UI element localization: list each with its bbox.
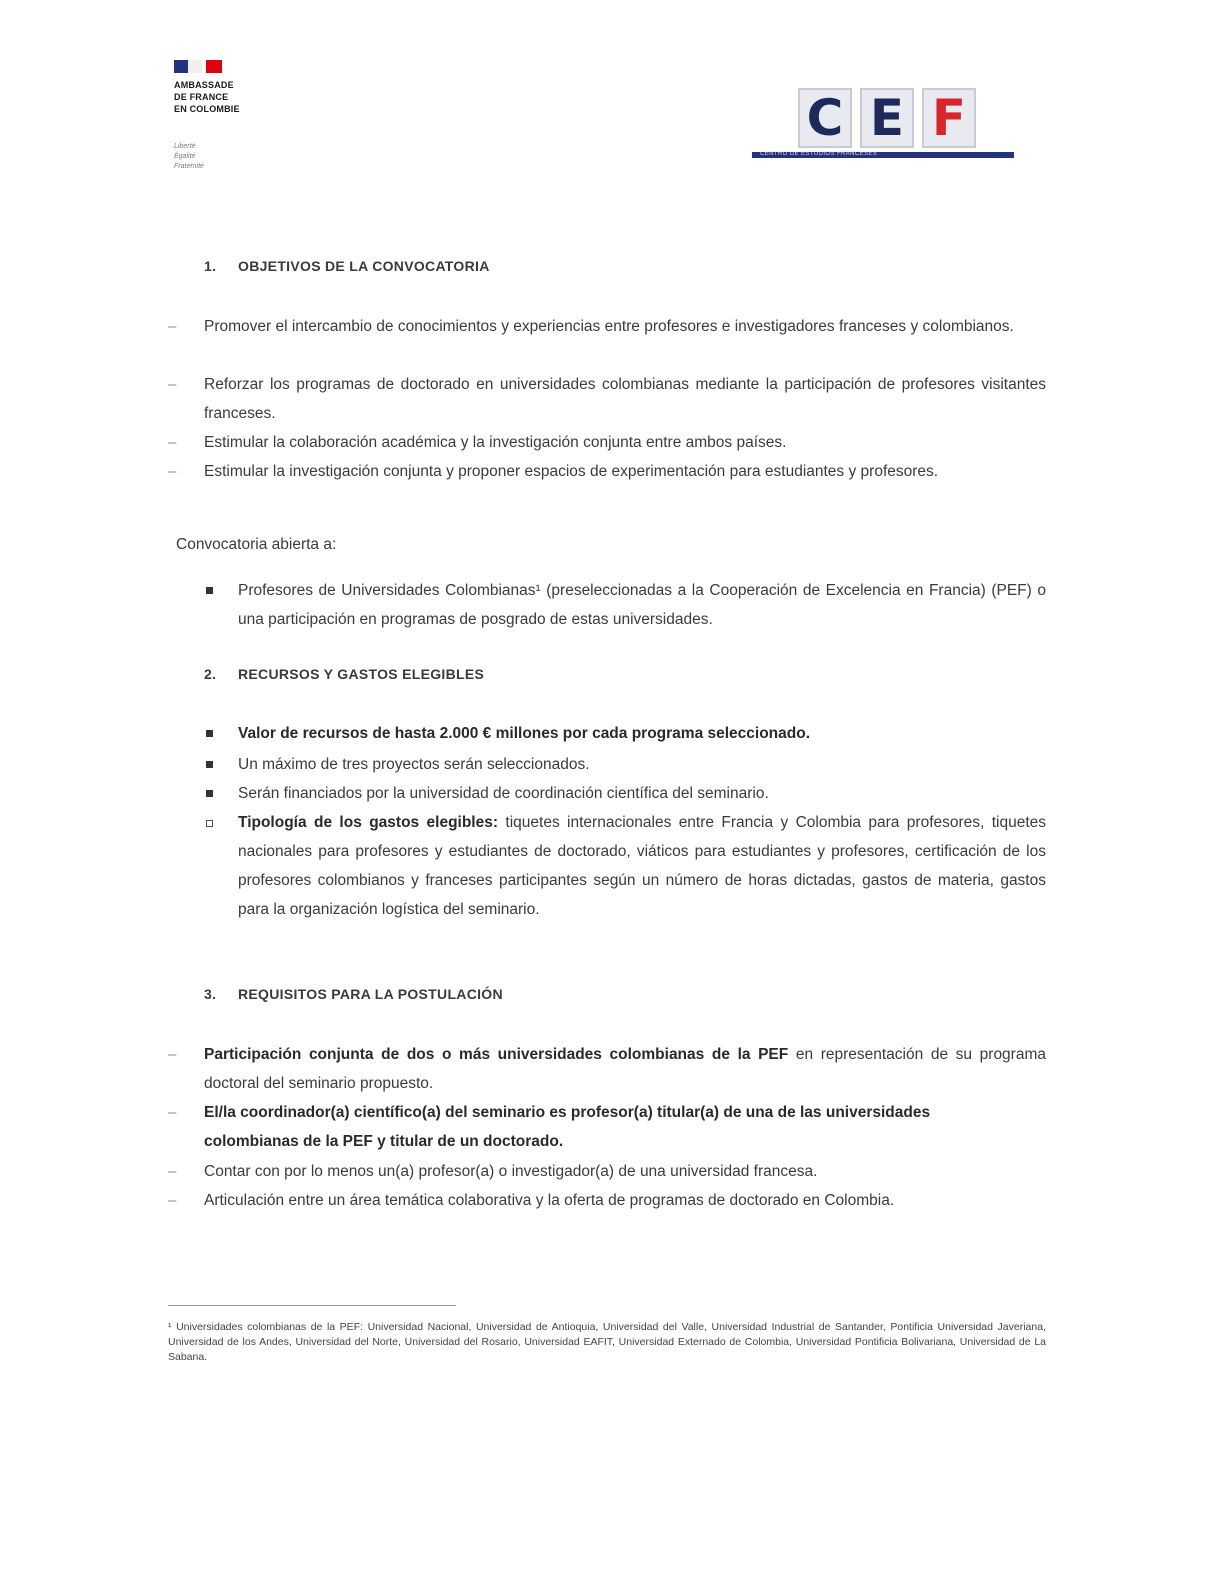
section-number: 1. xyxy=(204,258,217,274)
requirement-item-bold: El/la coordinador(a) científico(a) del seminario es profesor(a) titular(a) de una de las universidades colombianas de la PEF y titular de un doctorado. xyxy=(204,1104,931,1150)
section-heading-requirements xyxy=(204,986,503,1002)
objective-item: Estimular la colaboración académica y la investigación conjunta entre ambos países. xyxy=(204,434,787,451)
objective-item: Promover el intercambio de conocimientos y experiencias entre profesores e investigadores franceses y colombianos. xyxy=(204,318,1014,335)
bullet-marker-ring xyxy=(206,820,213,827)
section-heading-objectives xyxy=(204,258,490,274)
section-title: REQUISITOS PARA LA POSTULACIÓN xyxy=(238,986,503,1002)
resource-item xyxy=(238,750,1046,779)
cef-logo-letter-e: E xyxy=(860,88,914,148)
resource-item-bold: Tipología de los gastos elegibles: xyxy=(238,814,499,831)
requirement-item-text: Contar con por lo menos un(a) profesor(a) o investigador(a) de una universidad francesa. xyxy=(204,1163,818,1180)
footnote: ¹ Universidades colombianas de la PEF: Universidad Nacional, Universidad de Antioquia, Universidad del Valle, Universidad Industrial de Santander, Pontificia Universidad Javeriana, Universidad de los Andes, Universidad del Norte, Universidad del Rosario, Universidad EAFIT, Universidad Externado de Colombia, Universidad Pontificia Bolivariana, Universidad de La Sabana. xyxy=(168,1321,1046,1363)
resource-item xyxy=(238,779,1046,808)
bullet-marker xyxy=(206,730,213,737)
dash-marker: – xyxy=(168,318,177,335)
dash-marker: – xyxy=(168,1046,177,1063)
requirement-item-text: en representación de su programa doctoral del seminario propuesto. xyxy=(204,1046,1046,1092)
flag-red-stripe xyxy=(206,60,222,73)
resource-item xyxy=(238,719,1046,748)
gov-motto-3: Fraternité xyxy=(174,163,204,170)
audience-item: Profesores de Universidades Colombianas¹ (preseleccionadas a la Cooperación de Excelencia en Francia) (PEF) o una participación en programas de posgrado de estas universidades. xyxy=(238,582,1046,628)
objective-item: Estimular la investigación conjunta y proponer espacios de experimentación para estudiantes y profesores. xyxy=(204,463,939,480)
dash-marker: – xyxy=(168,1192,177,1209)
gov-motto-1: Liberté xyxy=(174,143,196,150)
gov-name-line-1: AMBASSADE xyxy=(174,80,234,90)
bullet-marker xyxy=(206,790,213,797)
resource-item-text: tiquetes internacionales entre Francia y Colombia para profesores, tiquetes nacionales para profesores y estudiantes de doctorado, viáticos para estudiantes y profesores, certificación de los profesores colombianos y franceses participantes según un número de horas dictadas, gastos de materia, gastos para la organización logística del seminario. xyxy=(238,814,1046,918)
requirement-item-text: Articulación entre un área temática colaborativa y la oferta de programas de doctorado en Colombia. xyxy=(204,1192,895,1209)
footnote-divider xyxy=(168,1305,456,1306)
cef-logo-letter-c: C xyxy=(798,88,852,148)
resource-item-bold: Valor de recursos de hasta 2.000 € millones por cada programa seleccionado. xyxy=(238,725,811,742)
section-number: 3. xyxy=(204,986,217,1002)
requirement-item xyxy=(204,1157,1046,1186)
resource-item-text: Serán financiados por la universidad de coordinación científica del seminario. xyxy=(238,785,769,802)
dash-marker: – xyxy=(168,1104,177,1121)
section-title: RECURSOS Y GASTOS ELEGIBLES xyxy=(238,666,485,682)
section-heading-resources xyxy=(204,666,484,682)
resource-item xyxy=(238,808,1046,924)
requirement-item-bold: Participación conjunta de dos o más universidades colombianas de la PEF xyxy=(204,1046,789,1063)
gov-name-line-2: DE FRANCE xyxy=(174,92,229,102)
cef-logo-tagline: CENTRO DE ESTUDIOS FRANCESES xyxy=(760,151,878,157)
dash-marker: – xyxy=(168,434,177,451)
flag-blue-stripe xyxy=(174,60,188,73)
requirement-item xyxy=(204,1098,944,1156)
gov-motto-2: Égalité xyxy=(174,153,196,160)
dash-marker: – xyxy=(168,1163,177,1180)
cef-logo-letter-f: F xyxy=(922,88,976,148)
objective-item: Reforzar los programas de doctorado en universidades colombianas mediante la participación de profesores visitantes franceses. xyxy=(204,376,1046,422)
section-number: 2. xyxy=(204,666,217,682)
cef-logo xyxy=(752,86,1016,168)
flag-white-stripe xyxy=(188,60,202,73)
gov-name-line-3: EN COLOMBIE xyxy=(174,104,240,114)
section-title: OBJETIVOS DE LA CONVOCATORIA xyxy=(238,258,490,274)
dash-marker: – xyxy=(168,463,177,480)
audience-label: Convocatoria abierta a: xyxy=(176,536,337,553)
dash-marker: – xyxy=(168,376,177,393)
bullet-marker xyxy=(206,761,213,768)
requirement-item xyxy=(204,1186,1046,1215)
bullet-marker xyxy=(206,587,213,594)
requirement-item xyxy=(204,1040,1046,1098)
resource-item-text: Un máximo de tres proyectos serán seleccionados. xyxy=(238,756,590,773)
government-logo-block xyxy=(172,56,312,176)
